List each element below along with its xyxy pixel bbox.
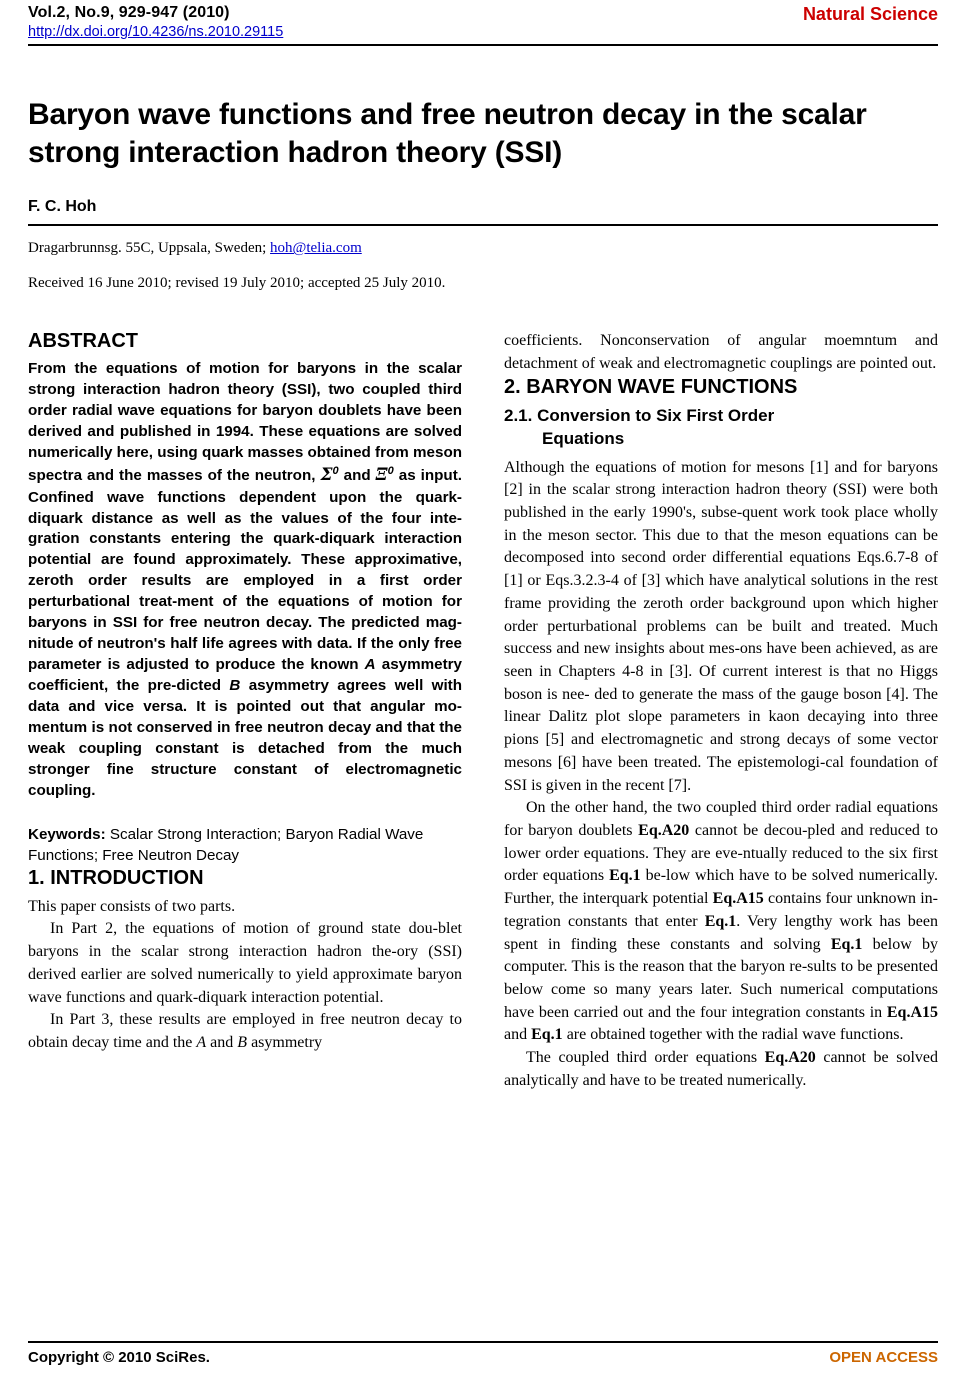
p2-e: . Very lengthy work has been spent in finding these constants and solving	[504, 912, 938, 953]
left-column	[28, 330, 462, 1092]
eq-ref-a15-1: Eq.A15	[712, 890, 764, 908]
page-title: Baryon wave functions and free neutron decay in the scalar strong interaction hadron theory (SSI)	[28, 98, 867, 170]
p2-c: be-low which have to be solved numerically. Further, the interquark potential	[504, 867, 938, 908]
header-left-block	[28, 4, 283, 40]
p3-b: cannot be solved analytically and have to be treated numerically.	[504, 1049, 938, 1089]
submission-dates: Received 16 June 2010; revised 19 July 2010; accepted 25 July 2010.	[28, 275, 446, 292]
affiliation-text: Dragarbrunnsg. 55C, Uppsala, Sweden;	[28, 240, 271, 257]
abstract-part-4: asymmetry agrees well with data and vice versa. It is pointed out that angular mo-mentum is not conserved in free neutron decay and that the weak coupling constant is detached from the much stronger fine structure constant of electromagnetic coupling.	[28, 677, 462, 800]
intro-paragraph-1: This paper consists of two parts.	[28, 897, 236, 915]
copyright-notice: Copyright © 2010 SciRes.	[28, 1349, 210, 1366]
eq-ref-eq1-1: Eq.1	[609, 867, 641, 885]
journal-name: Natural Science	[802, 4, 938, 24]
abstract-heading: ABSTRACT	[28, 330, 138, 353]
header-divider	[28, 44, 938, 46]
eq-ref-eq1-3: Eq.1	[830, 935, 863, 953]
open-access-badge: OPEN ACCESS	[829, 1349, 938, 1366]
eq-ref-eq1-4: Eq.1	[531, 1026, 563, 1044]
author-email-link[interactable]: hoh@telia.com	[270, 240, 362, 257]
page-footer	[28, 1341, 938, 1366]
right-column	[504, 330, 938, 1092]
intro-p3-b: and	[206, 1033, 238, 1051]
intro-paragraph-3	[28, 1009, 462, 1054]
keywords-value: Scalar Strong Interaction; Baryon Radial Wave Functions; Free Neutron Decay	[28, 826, 424, 865]
intro-p3-c: asymmetry	[247, 1033, 323, 1051]
p2-d: contains four unknown in-tegration constants that enter	[504, 890, 938, 930]
abstract-part-2: as input. Confined wave functions dependent upon the quark-diquark distance as well as the values of the four inte-gration constants entering the quark-diquark interaction potential are found approximately. These approximative, zeroth order results are employed in a first order perturbational treat-ment of the equations of motion for baryons in SSI for free neutron decay. The predicted mag-nitude of neutron's half life agrees with data. If the only free parameter is adjusted to produce the known	[28, 467, 462, 674]
eq-ref-a15-2: Eq.A15	[886, 1003, 938, 1021]
subsection-2-1-line-2: Equations	[542, 428, 625, 448]
abstract-part-3: asymmetry coefficient, the pre-dicted	[28, 656, 462, 695]
page-header	[28, 0, 938, 50]
section-2-1-paragraph-3	[504, 1047, 938, 1092]
p2-f: below by computer. This is the reason that the baryon re-sults to be presented below come so many years later. Such numerical computations have been carried out and the four integration constants in	[504, 935, 939, 1021]
title-block	[28, 96, 938, 292]
intro-p3-a: In Part 3, these results are employed in free neutron decay to obtain decay time and the	[28, 1011, 462, 1051]
sigma-symbol: Σ	[320, 465, 333, 486]
p2-b: cannot be decou-pled and reduced to lower order equations. They are eve-ntually reduced to the six first order equations	[504, 822, 938, 885]
eq-ref-eq1-2: Eq.1	[704, 912, 737, 930]
two-column-body	[28, 330, 938, 1092]
xi-symbol: Ξ	[375, 465, 388, 486]
eq-ref-a20-1: Eq.A20	[638, 822, 690, 839]
abstract-part-1: From the equations of motion for baryons in the scalar strong interaction hadron theory (SSI), two coupled third order radial wave equations for baryon doublets have been derived and published in 1994. These equations are solved numerically here, using quark masses obtained from meson spectra and the masses of the neutron,	[28, 360, 462, 485]
intro-p3-symbol-a: A	[196, 1033, 207, 1051]
sigma-superscript: 0	[332, 465, 339, 478]
continued-paragraph: coefficients. Nonconservation of angular moemntum and detachment of weak and electromagnetic couplings are pointed out.	[504, 332, 938, 372]
introduction-heading: 1. INTRODUCTION	[28, 866, 204, 889]
section-2-1-paragraph-2	[504, 797, 938, 1047]
abstract-mid-1: and	[338, 467, 376, 485]
journal-reference: Vol.2, No.9, 929-947 (2010)	[28, 4, 230, 21]
intro-p3-symbol-b: B	[237, 1033, 248, 1051]
intro-paragraph-2: In Part 2, the equations of motion of ground state dou-blet baryons in the scalar strong interaction hadron the-ory (SSI) derived earlier are solved numerically to yield approximate baryon wave functions and quark-diquark interaction potential.	[28, 920, 462, 1006]
p2-h: are obtained together with the radial wave functions.	[562, 1026, 904, 1044]
abstract-text	[28, 359, 462, 802]
author-affiliation	[28, 240, 938, 257]
asymmetry-a-symbol: A	[364, 656, 376, 674]
eq-ref-a20-2: Eq.A20	[764, 1049, 816, 1067]
author-name: F. C. Hoh	[28, 198, 97, 216]
p3-a: The coupled third order equations	[526, 1049, 765, 1067]
p2-a: On the other hand, the two coupled third order radial equations for baryon doublets	[504, 799, 938, 839]
subsection-2-1-line-1: 2.1. Conversion to Six First Order	[504, 405, 775, 425]
xi-superscript: 0	[387, 465, 394, 478]
keywords-block	[28, 824, 462, 867]
section-2-heading: 2. BARYON WAVE FUNCTIONS	[504, 375, 798, 398]
asymmetry-b-symbol: B	[229, 677, 241, 695]
p2-g: and	[504, 1026, 532, 1044]
footer-divider	[28, 1341, 938, 1343]
keywords-label: Keywords:	[28, 826, 106, 844]
author-divider	[28, 224, 938, 226]
doi-link[interactable]: http://dx.doi.org/10.4236/ns.2010.29115	[28, 24, 284, 40]
section-2-1-paragraph-1: Although the equations of motion for mesons [1] and for baryons [2] in the scalar strong interaction hadron theory (SSI) were both published in the early 1990's, subse-quent work took place wholly in the meson sector. This due to that the meson equations can be decomposed into second order differential equations Eqs.6.7-8 of [1] or Eqs.3.2.3-4 of [3] which have analytical solutions in the rest frame providing the zeroth order background upon which higher order perturbational problems can be built and treated. Much success and new insights about mes-ons have been achieved, as are seen in Chapters 4-8 in [3]. Of current interest is that no Higgs boson is nee- ded to generate the mass of the gauge boson [4]. The linear Dalitz plot slope parameters in kaon decaying into three pions [5] and electromagnetic and strong decays of some vector mesons [6] have been treated. The epistemologi-cal foundation of SSI is given in the recent [7].	[504, 458, 938, 794]
subsection-2-1-heading	[504, 405, 938, 451]
